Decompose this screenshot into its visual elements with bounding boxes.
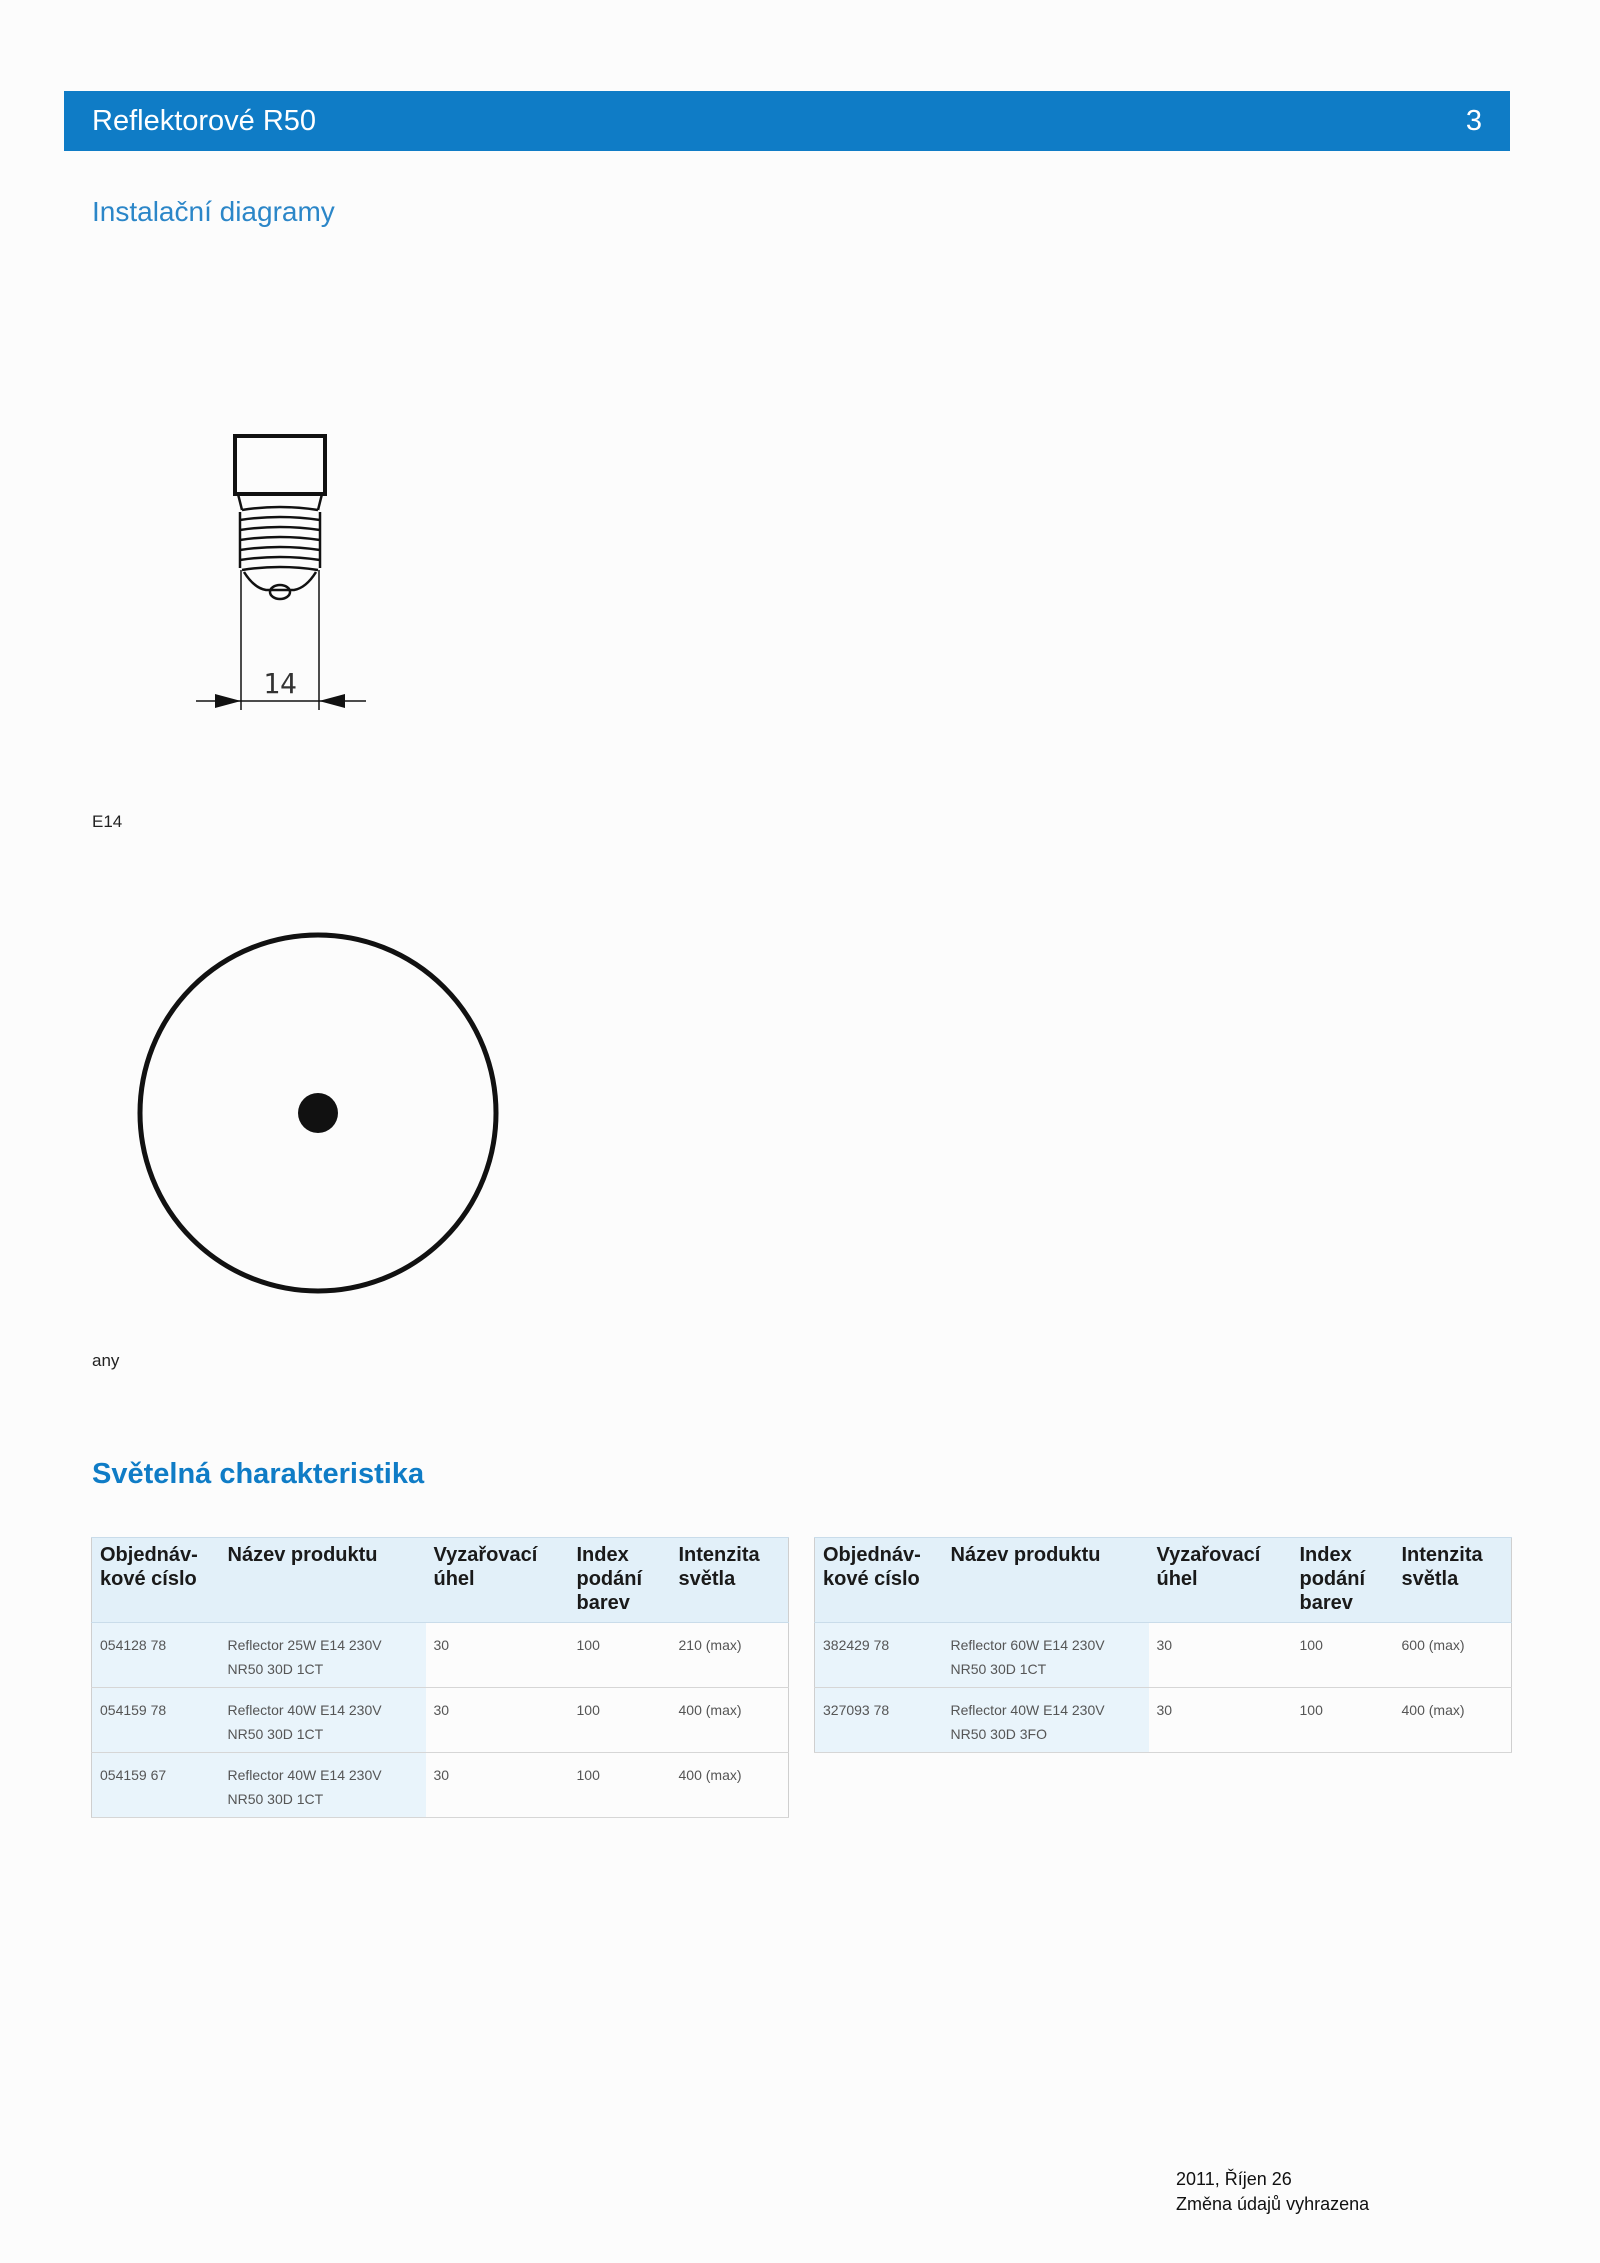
table-row (92, 1688, 789, 1753)
column-order-number: Objednáv- kové císlo (92, 1538, 220, 1623)
column-product-name: Název produktu (943, 1538, 1149, 1623)
order-number-cell: 054159 67 (92, 1753, 220, 1818)
header-bar (64, 91, 1510, 151)
intensity-cell: 400 (max) (671, 1688, 789, 1753)
any-position-drawing (130, 920, 510, 1300)
product-name-cell: Reflector 60W E14 230V NR50 30D 1CT (943, 1623, 1149, 1688)
product-name-cell: Reflector 40W E14 230V NR50 30D 3FO (943, 1688, 1149, 1753)
dimension-label: 14 (263, 667, 297, 700)
table-header-row (92, 1538, 789, 1623)
intensity-cell: 210 (max) (671, 1623, 789, 1688)
table-row (815, 1623, 1512, 1688)
table-row (92, 1753, 789, 1818)
cri-cell: 100 (1292, 1623, 1394, 1688)
page-number: 3 (1465, 104, 1482, 137)
e14-caption: E14 (92, 812, 123, 831)
column-beam-angle: Vyzařovací úhel (1149, 1538, 1292, 1623)
beam-angle-cell: 30 (426, 1753, 569, 1818)
beam-angle-cell: 30 (1149, 1688, 1292, 1753)
product-name-cell: Reflector 40W E14 230V NR50 30D 1CT (220, 1688, 426, 1753)
table-header-row (815, 1538, 1512, 1623)
any-caption: any (92, 1351, 120, 1370)
cri-cell: 100 (569, 1753, 671, 1818)
light-characteristics-table-left (91, 1537, 789, 1818)
column-color-rendering-index: Index podání barev (569, 1538, 671, 1623)
product-name-cell: Reflector 25W E14 230V NR50 30D 1CT (220, 1623, 426, 1688)
e14-base-diagram (180, 420, 380, 725)
order-number-cell: 382429 78 (815, 1623, 943, 1688)
cri-cell: 100 (1292, 1688, 1394, 1753)
e14-base-drawing (180, 420, 380, 720)
cri-cell: 100 (569, 1688, 671, 1753)
intensity-cell: 600 (max) (1394, 1623, 1512, 1688)
order-number-cell: 054159 78 (92, 1688, 220, 1753)
footer-note: Změna údajů vyhrazena (1176, 2194, 1370, 2214)
order-number-cell: 327093 78 (815, 1688, 943, 1753)
light-characteristics-heading: Světelná charakteristika (92, 1458, 425, 1490)
cri-cell: 100 (569, 1623, 671, 1688)
burning-position-diagram (130, 920, 510, 1305)
column-luminous-intensity: Intenzita světla (671, 1538, 789, 1623)
column-order-number: Objednáv- kové císlo (815, 1538, 943, 1623)
installation-heading: Instalační diagramy (92, 196, 335, 227)
beam-angle-cell: 30 (426, 1688, 569, 1753)
light-characteristics-table-right (814, 1537, 1512, 1753)
beam-angle-cell: 30 (1149, 1623, 1292, 1688)
footer (1176, 2167, 1369, 2217)
footer-date: 2011, Říjen 26 (1176, 2169, 1292, 2189)
column-beam-angle: Vyzařovací úhel (426, 1538, 569, 1623)
table-row (92, 1623, 789, 1688)
column-color-rendering-index: Index podání barev (1292, 1538, 1394, 1623)
order-number-cell: 054128 78 (92, 1623, 220, 1688)
table-row (815, 1688, 1512, 1753)
document-title: Reflektorové R50 (92, 104, 317, 137)
product-name-cell: Reflector 40W E14 230V NR50 30D 1CT (220, 1753, 426, 1818)
intensity-cell: 400 (max) (1394, 1688, 1512, 1753)
column-luminous-intensity: Intenzita světla (1394, 1538, 1512, 1623)
column-product-name: Název produktu (220, 1538, 426, 1623)
beam-angle-cell: 30 (426, 1623, 569, 1688)
intensity-cell: 400 (max) (671, 1753, 789, 1818)
